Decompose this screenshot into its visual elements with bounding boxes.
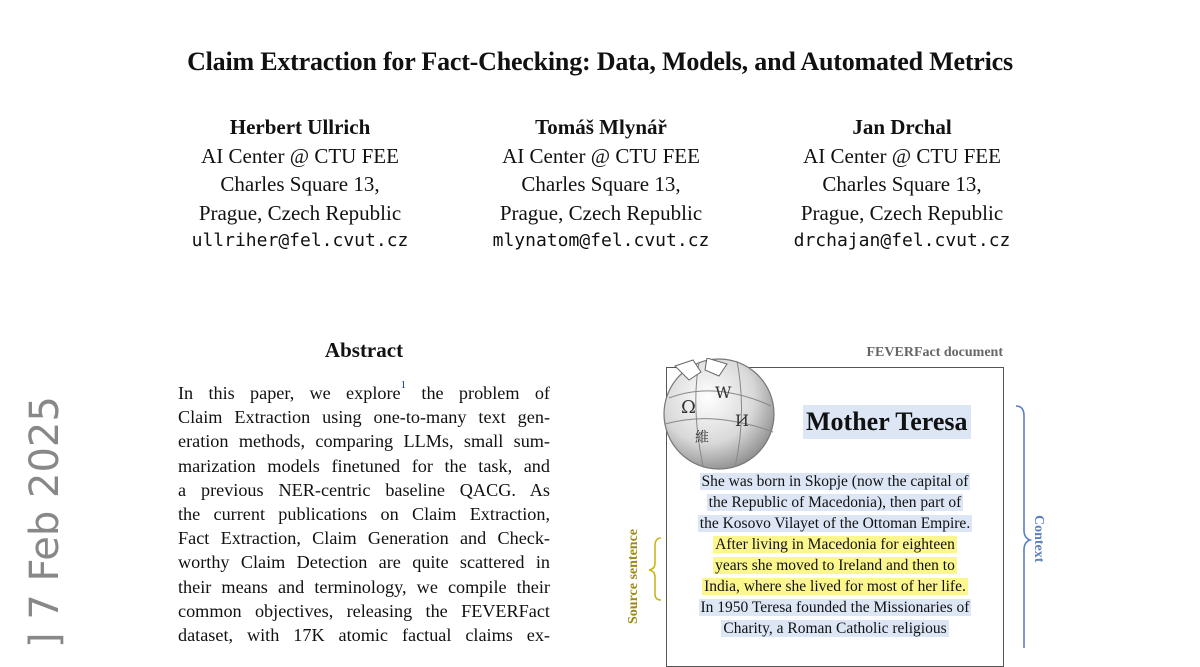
abstract-line: eration methods, comparing LLMs, small sum- <box>178 431 550 452</box>
source-sentence-text: After living in Macedonia for eighteen <box>715 536 955 553</box>
author-affiliation: AI Center @ CTU FEE <box>201 143 399 168</box>
document-line <box>676 513 994 534</box>
abstract-line <box>178 381 550 405</box>
abstract-line: a previous NER-centric baseline QACG. As <box>178 479 550 500</box>
globe-glyph: Ω <box>681 397 696 418</box>
author-name: Herbert Ullrich <box>229 115 371 139</box>
abstract-text: In this paper, we explore <box>178 383 401 403</box>
document-line <box>676 576 994 597</box>
paper-title: Claim Extraction for Fact-Checking: Data, Models, and Automated Metrics <box>187 47 1013 76</box>
context-text: the Kosovo Vilayet of the Ottoman Empire. <box>699 515 971 532</box>
author-1 <box>150 113 450 256</box>
abstract-heading: Abstract <box>324 338 404 362</box>
context-text: the Republic of Macedonia), then part of <box>708 494 962 511</box>
author-email[interactable]: ullriher@fel.cvut.cz <box>191 230 409 251</box>
author-city: Prague, Czech Republic <box>198 200 402 225</box>
footnote-link[interactable]: 1 <box>400 379 407 391</box>
document-line <box>676 618 994 639</box>
context-text: In 1950 Teresa founded the Missionaries of <box>700 599 970 616</box>
document-line <box>676 534 994 555</box>
globe-glyph: И <box>735 411 749 430</box>
abstract-line: marization models finetuned for the task, and <box>178 455 550 476</box>
source-sentence-label-text: Source sentence <box>626 529 641 624</box>
abstract-line: common objectives, releasing the FEVERFact <box>178 600 550 621</box>
context-text: She was born in Skopje (now the capital of <box>701 473 969 490</box>
context-label: Context <box>1031 515 1046 563</box>
document-line <box>676 555 994 576</box>
author-email[interactable]: mlynatom@fel.cvut.cz <box>492 230 710 251</box>
source-sentence-label <box>626 512 646 624</box>
author-name: Jan Drchal <box>852 115 952 139</box>
author-address: Charles Square 13, <box>822 172 982 196</box>
document-title: Mother Teresa <box>803 405 971 439</box>
abstract-line: their means and terminology, we compile their <box>178 576 550 597</box>
abstract-line: Fact Extraction, Claim Generation and Check- <box>178 528 550 549</box>
author-address: Charles Square 13, <box>220 172 380 196</box>
abstract-line: Claim Extraction using one-to-many text gen- <box>178 407 550 428</box>
abstract-line: dataset, with 17K atomic factual claims ex- <box>178 624 550 645</box>
author-email[interactable]: drchajan@fel.cvut.cz <box>793 230 1011 251</box>
author-3 <box>752 113 1052 256</box>
author-affiliation: AI Center @ CTU FEE <box>803 143 1001 168</box>
document-line <box>676 471 994 492</box>
arxiv-stamp: ] 7 Feb 2025 <box>22 396 68 648</box>
context-text: Charity, a Roman Catholic religious <box>723 620 947 637</box>
globe-glyph: 維 <box>695 430 709 446</box>
author-city: Prague, Czech Republic <box>499 200 703 225</box>
abstract-text: the problem of <box>406 383 550 403</box>
author-name: Tomáš Mlynář <box>535 115 667 139</box>
context-brace <box>1012 404 1032 648</box>
abstract-line: the current publications on Claim Extraction, <box>178 503 550 524</box>
document-text <box>676 471 994 639</box>
author-address: Charles Square 13, <box>521 172 681 196</box>
document-line <box>676 492 994 513</box>
author-2 <box>451 113 751 256</box>
wikipedia-globe-icon <box>655 358 780 470</box>
abstract-body <box>178 381 550 647</box>
source-brace <box>647 536 663 602</box>
source-sentence-text: years she moved to Ireland and then to <box>715 557 955 574</box>
author-city: Prague, Czech Republic <box>800 200 1004 225</box>
figure-label: FEVERFact document <box>866 345 1003 360</box>
document-line <box>676 597 994 618</box>
globe-glyph: W <box>715 383 732 402</box>
source-sentence-text: India, where she lived for most of her life. <box>704 578 966 595</box>
author-affiliation: AI Center @ CTU FEE <box>502 143 700 168</box>
abstract-line: worthy Claim Detection are quite scattered in <box>178 552 550 573</box>
